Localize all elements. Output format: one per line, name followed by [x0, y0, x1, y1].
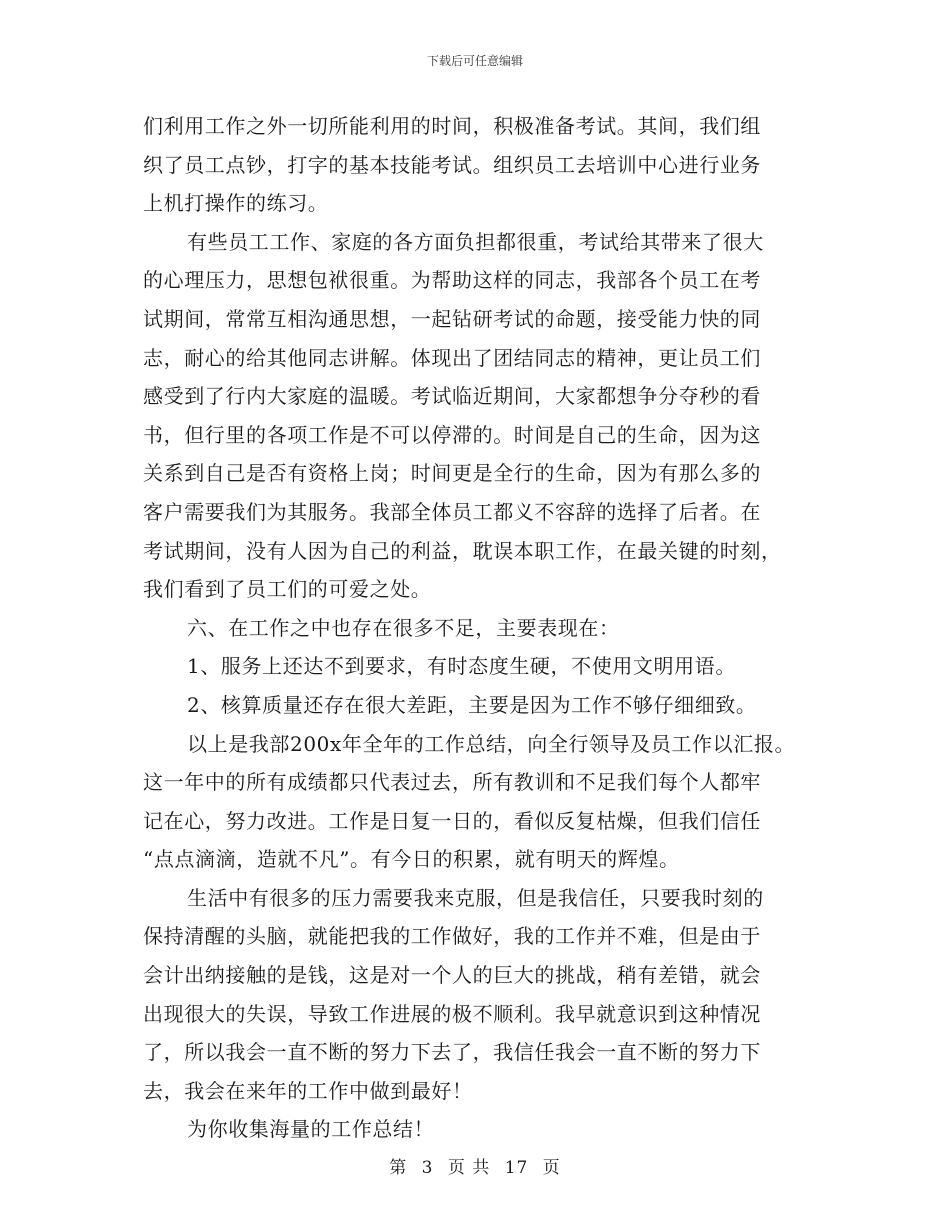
text-line: 保持清醒的头脑，就能把我的工作做好，我的工作并不难，但是由于 [143, 924, 761, 949]
text-line: 的心理压力，思想包袱很重。为帮助这样的同志，我部各个员工在考 [143, 268, 761, 293]
text-line: 2、核算质量还存在很大差距，主要是因为工作不够仔细细致。 [187, 692, 757, 717]
text-line: 为你收集海量的工作总结！ [187, 1117, 435, 1142]
text-line: 有些员工工作、家庭的各方面负担都很重，考试给其带来了很大 [187, 229, 764, 254]
text-line: 感受到了行内大家庭的温暖。考试临近期间，大家都想争分夺秒的看 [143, 384, 761, 409]
page-header-note: 下载后可任意编辑 [426, 54, 523, 68]
text-line: 书，但行里的各项工作是不可以停滞的。时间是自己的生命，因为这 [143, 422, 761, 447]
text-line: 这一年中的所有成绩都只代表过去，所有教训和不足我们每个人都牢 [143, 770, 761, 795]
footer-prefix: 第 [389, 1158, 408, 1178]
footer-total-pages: 17 [504, 1158, 529, 1178]
text-line: 试期间，常常互相沟通思想，一起钻研考试的命题，接受能力快的同 [143, 306, 761, 331]
text-line: 出现很大的失误，导致工作进展的极不顺利。我早就意识到这种情况 [143, 1001, 761, 1026]
text-line: 考试期间，没有人因为自己的利益，耽误本职工作，在最关键的时刻， [143, 538, 782, 563]
text-line: “点点滴滴，造就不凡”。有今日的积累，就有明天的辉煌。 [143, 847, 680, 872]
text-line: 生活中有很多的压力需要我来克服，但是我信任，只要我时刻的 [187, 885, 764, 910]
page-footer [0, 1153, 950, 1178]
text-line: 去，我会在来年的工作中做到最好！ [143, 1078, 473, 1103]
text-line: 会计出纳接触的是钱，这是对一个人的巨大的挑战，稍有差错，就会 [143, 963, 761, 988]
text-line: 关系到自己是否有资格上岗；时间更是全行的生命，因为有那么多的 [143, 461, 761, 486]
text-line: 们利用工作之外一切所能利用的时间，积极准备考试。其间，我们组 [143, 114, 761, 138]
text-line: 织了员工点钞，打字的基本技能考试。组织员工去培训中心进行业务 [143, 152, 761, 177]
text-line: 我们看到了员工们的可爱之处。 [143, 577, 432, 602]
text-line: 志，耐心的给其他同志讲解。体现出了团结同志的精神，更让员工们 [143, 345, 761, 370]
footer-current-page: 3 [421, 1158, 434, 1178]
footer-suffix: 页 [542, 1158, 561, 1178]
text-line: 记在心，努力改进。工作是日复一日的，看似反复枯燥，但我们信任 [143, 808, 761, 833]
text-line: 以上是我部200x年全年的工作总结，向全行领导及员工作以汇报。 [187, 731, 796, 756]
document-body [143, 107, 843, 1149]
text-line: 上机打操作的练习。 [143, 191, 329, 216]
text-line: 六、在工作之中也存在很多不足，主要表现在： [187, 615, 620, 640]
text-line: 了，所以我会一直不断的努力下去了，我信任我会一直不断的努力下 [143, 1040, 761, 1065]
text-line: 客户需要我们为其服务。我部全体员工都义不容辞的选择了后者。在 [143, 499, 761, 524]
text-line: 1、服务上还达不到要求，有时态度生硬，不使用文明用语。 [187, 654, 736, 679]
footer-middle: 页 共 [447, 1158, 491, 1178]
